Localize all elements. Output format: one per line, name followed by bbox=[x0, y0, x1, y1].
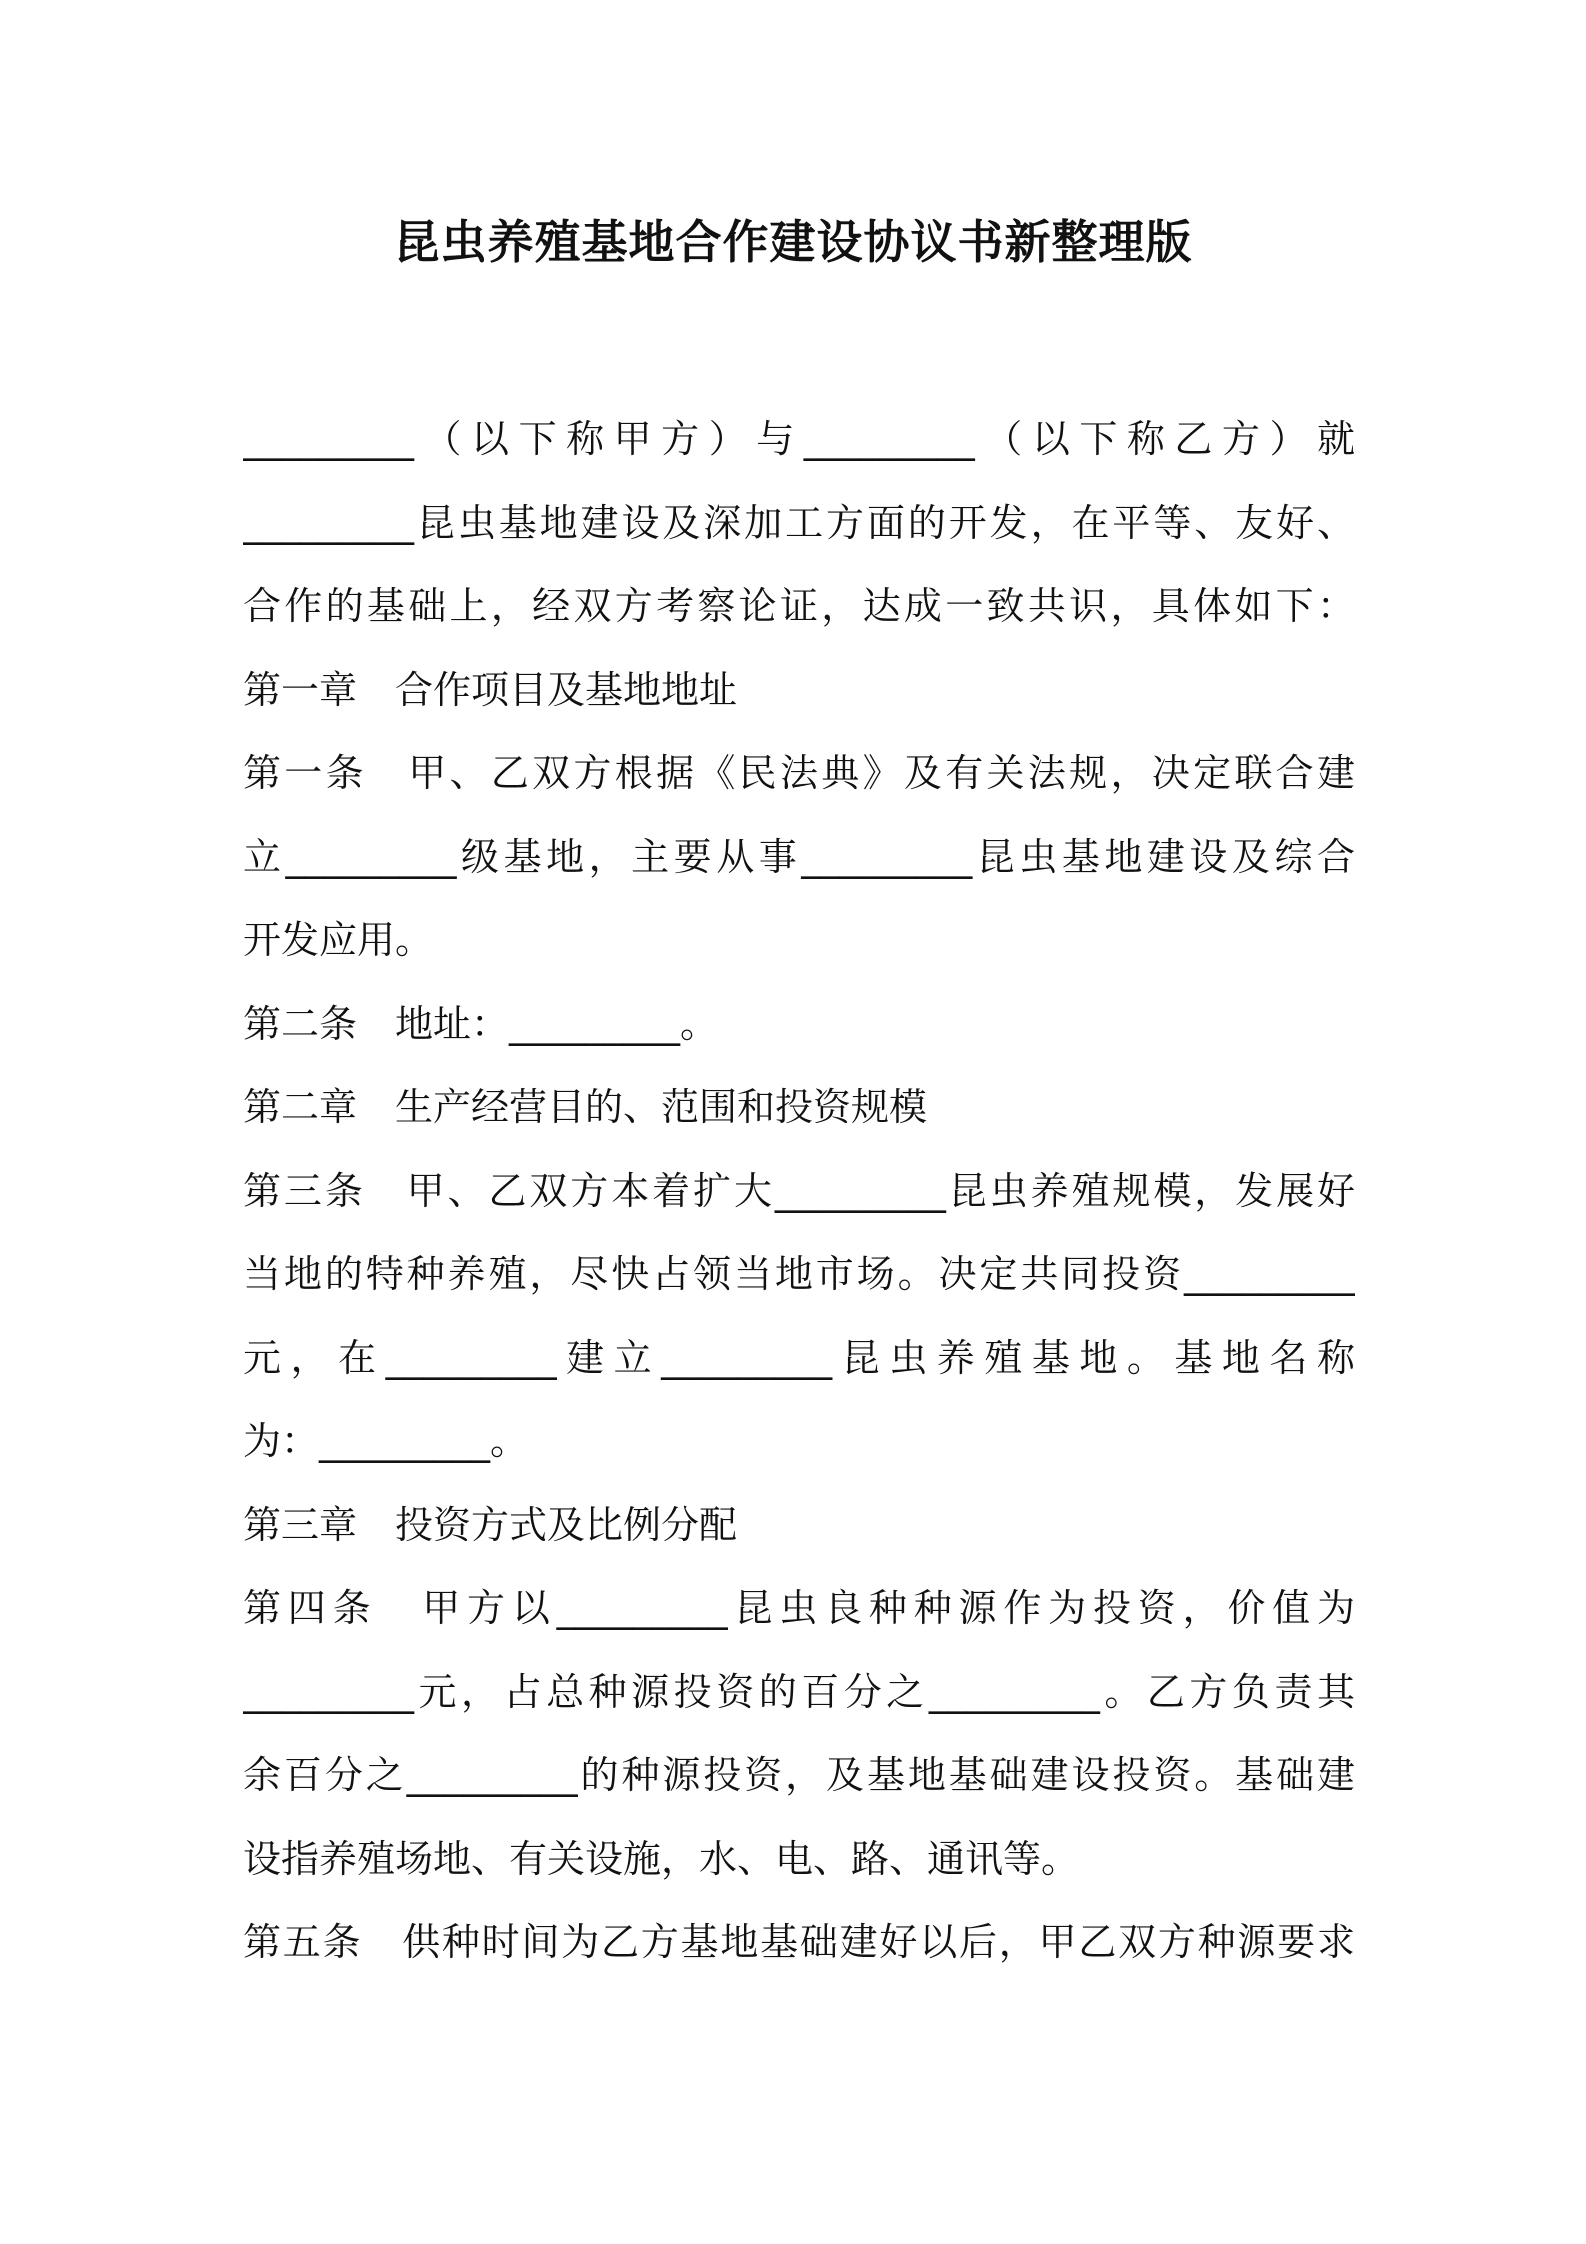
document-title: 昆虫养殖基地合作建设协议书新整理版 bbox=[393, 215, 1193, 269]
article-line: 立_________级基地，主要从事_________昆虫基地建设及综合 bbox=[243, 834, 1355, 879]
article-line: 第三条 甲、乙双方本着扩大_________昆虫养殖规模，发展好 bbox=[243, 1168, 1355, 1213]
chapter-heading: 第三章 投资方式及比例分配 bbox=[243, 1502, 738, 1547]
article-line: 第一条 甲、乙双方根据《民法典》及有关法规，决定联合建 bbox=[243, 751, 1355, 795]
article-line: 设指养殖场地、有关设施，水、电、路、通讯等。 bbox=[243, 1836, 1080, 1881]
paragraph-line: _________（以下称甲方）与_________（以下称乙方）就 bbox=[243, 417, 1355, 461]
chapter-heading: 第二章 生产经营目的、范围和投资规模 bbox=[243, 1085, 928, 1129]
paragraph-line: _________昆虫基地建设及深加工方面的开发，在平等、友好、 bbox=[243, 500, 1355, 545]
article-line: 第五条 供种时间为乙方基地基础建好以后，甲乙双方种源要求 bbox=[243, 1920, 1355, 1964]
chapter-heading: 第一章 合作项目及基地地址 bbox=[243, 667, 738, 712]
paragraph-line: 合作的基础上，经双方考察论证，达成一致共识，具体如下： bbox=[243, 584, 1355, 628]
article-line: _________元，占总种源投资的百分之_________。乙方负责其 bbox=[243, 1669, 1355, 1714]
article-line: 为：_________。 bbox=[243, 1419, 529, 1463]
article-line: 第二条 地址：_________。 bbox=[243, 1001, 719, 1046]
article-line: 元，在_________建立_________昆虫养殖基地。基地名称 bbox=[243, 1335, 1355, 1380]
article-line: 第四条 甲方以_________昆虫良种种源作为投资，价值为 bbox=[243, 1586, 1355, 1630]
article-line: 开发应用。 bbox=[243, 918, 434, 962]
document-body bbox=[243, 404, 1355, 1991]
article-line: 余百分之_________的种源投资，及基地基础建设投资。基础建 bbox=[243, 1753, 1355, 1797]
article-line: 当地的特种养殖，尽快占领当地市场。决定共同投资_________ bbox=[243, 1252, 1355, 1296]
